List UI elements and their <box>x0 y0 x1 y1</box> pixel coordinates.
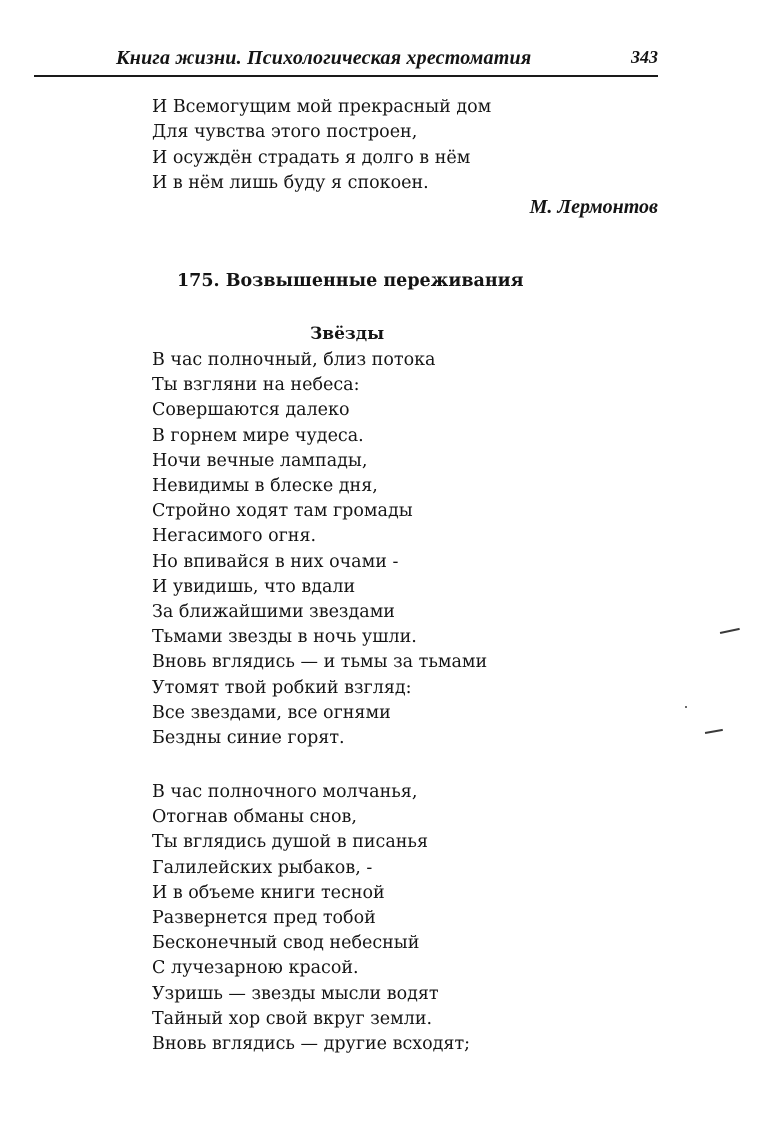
scan-speck <box>720 628 740 634</box>
author-attribution: М. Лермонтов <box>529 196 658 218</box>
verse-line: Ночи вечные лампады, <box>152 450 368 471</box>
scan-speck <box>685 706 687 708</box>
verse-line: Но впивайся в них очами - <box>152 551 399 572</box>
section-heading: 175. Возвышенные переживания <box>177 271 524 291</box>
verse-line: Утомят твой робкий взгляд: <box>152 677 412 698</box>
verse-line: В час полночного молчанья, <box>152 782 418 802</box>
verse-line: И в объеме книги тесной <box>152 882 385 903</box>
header-title: Книга жизни. Психологическая хрестоматия <box>116 47 532 69</box>
poem-stanza-2 <box>152 780 470 1057</box>
verse-line: Негасимого огня. <box>152 526 317 547</box>
verse-line: В час полночный, близ потока <box>152 350 436 370</box>
verse-line: Бесконечный свод небесный <box>152 933 420 954</box>
scan-speck <box>705 729 723 734</box>
page-number: 343 <box>631 47 658 67</box>
verse-line: Невидимы в блеске дня, <box>152 476 378 497</box>
verse-line: Галилейских рыбаков, - <box>152 857 373 878</box>
verse-line: Тьмами звезды в ночь ушли. <box>152 627 417 648</box>
verse-line: В горнем мире чудеса. <box>152 425 364 446</box>
poem-stanza-1 <box>152 348 487 751</box>
verse-line: Узришь — звезды мысли водят <box>152 983 439 1004</box>
verse-line: Бездны синие горят. <box>152 728 345 749</box>
verse-line: И осуждён страдать я долго в нём <box>152 147 471 168</box>
verse-line: За ближайшими звездами <box>152 602 395 623</box>
verse-top <box>152 95 491 196</box>
verse-line: Совершаются далеко <box>152 400 350 421</box>
running-header <box>34 45 658 73</box>
header-rule <box>34 75 658 77</box>
verse-line: И в нём лишь буду я спокоен. <box>152 172 429 193</box>
poem-title: Звёзды <box>310 324 385 344</box>
verse-line: С лучезарною красой. <box>152 958 359 979</box>
verse-line: И Всемогущим мой прекрасный дом <box>152 97 492 117</box>
verse-line: Вновь вглядись — и тьмы за тьмами <box>152 652 488 673</box>
verse-line: Стройно ходят там громады <box>152 501 413 522</box>
verse-line: Ты взгляни на небеса: <box>152 375 360 396</box>
verse-line: Развернется пред тобой <box>152 908 376 929</box>
verse-line: Ты вглядись душой в писанья <box>152 832 428 853</box>
verse-line: Вновь вглядись — другие всходят; <box>152 1034 471 1055</box>
verse-line: Все звездами, все огнями <box>152 702 391 723</box>
verse-line: Отогнав обманы снов, <box>152 807 357 828</box>
verse-line: И увидишь, что вдали <box>152 576 356 597</box>
verse-line: Для чувства этого построен, <box>152 122 418 143</box>
verse-line: Тайный хор свой вкруг земли. <box>152 1008 433 1029</box>
